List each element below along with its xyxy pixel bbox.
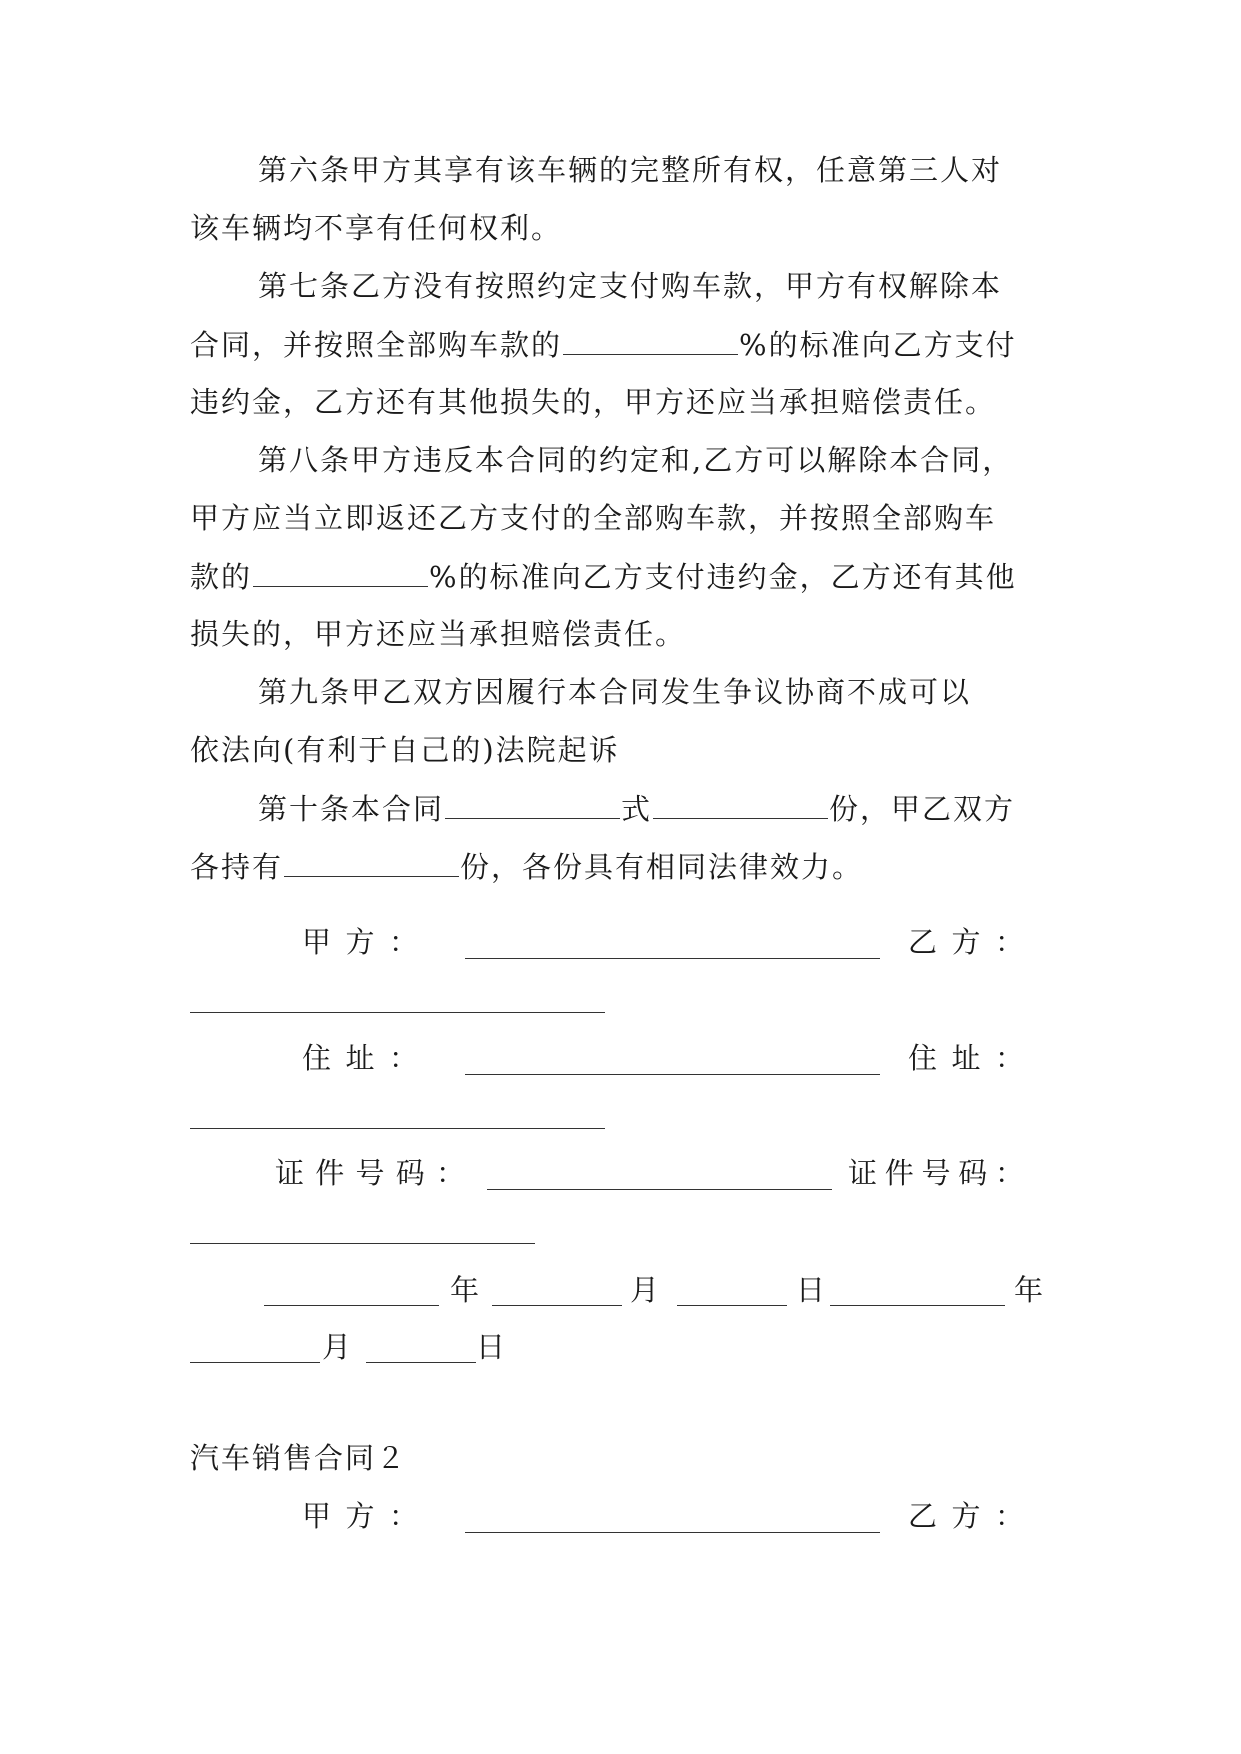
month-label: 月	[322, 1330, 354, 1364]
year-blank[interactable]	[830, 1305, 1005, 1306]
article8-line1: 第八条甲方违反本合同的约定和,乙方可以解除本合同，	[258, 443, 1014, 477]
article8-line4: 损失的，甲方还应当承担赔偿责任。	[190, 617, 687, 651]
article10-line2-text-a: 各持有	[190, 850, 284, 884]
contract2-party-a-blank[interactable]	[465, 1532, 880, 1533]
copies-blank[interactable]	[445, 788, 620, 819]
party-a-label: 甲 方 ：	[302, 925, 418, 959]
month-blank[interactable]	[190, 1362, 320, 1363]
address-b-label: 住 址 ：	[908, 1041, 1024, 1075]
article9-line1: 第九条甲乙双方因履行本合同发生争议协商不成可以	[258, 675, 972, 709]
article6-line1: 第六条甲方其享有该车辆的完整所有权，任意第三人对	[258, 153, 1003, 187]
article7-line2-text-b: %的标准向乙方支付	[739, 328, 1017, 362]
day-blank[interactable]	[677, 1305, 787, 1306]
article10-line1-text-a: 第十条本合同	[258, 792, 445, 826]
month-blank[interactable]	[492, 1305, 622, 1306]
contract2-party-a-label: 甲 方 ：	[302, 1499, 418, 1533]
party-a-blank[interactable]	[465, 958, 880, 959]
year-blank[interactable]	[264, 1305, 439, 1306]
day-blank[interactable]	[366, 1362, 476, 1363]
article6-line2: 该车辆均不享有任何权利。	[190, 211, 563, 245]
month-label: 月	[630, 1273, 662, 1307]
day-label: 日	[796, 1273, 828, 1307]
address-a-label: 住 址 ：	[302, 1041, 418, 1075]
percentage-blank[interactable]	[563, 324, 738, 355]
article10-line1	[258, 788, 1050, 828]
article8-line3	[190, 556, 1050, 596]
copies-blank[interactable]	[653, 788, 828, 819]
address-a-blank[interactable]	[465, 1074, 880, 1075]
article10-line1-text-b: 式	[621, 792, 653, 826]
article8-line3-text-b: %的标准向乙方支付违约金，乙方还有其他	[429, 560, 1017, 594]
address-b-blank[interactable]	[190, 1128, 605, 1129]
year-label: 年	[450, 1273, 482, 1307]
year-label: 年	[1014, 1273, 1046, 1307]
article10-line2	[190, 846, 1050, 886]
contract2-title: 汽车销售合同２	[190, 1441, 408, 1475]
article7-line3: 违约金，乙方还有其他损失的，甲方还应当承担赔偿责任。	[190, 385, 997, 419]
party-b-label: 乙 方 ：	[908, 925, 1024, 959]
day-label: 日	[476, 1330, 508, 1364]
id-a-label: 证 件 号 码 ：	[275, 1156, 465, 1190]
id-b-blank[interactable]	[190, 1243, 535, 1244]
party-b-blank[interactable]	[190, 1012, 605, 1013]
article9-line2: 依法向(有利于自己的)法院起诉	[190, 733, 620, 767]
article7-line2	[190, 324, 1050, 364]
copies-blank[interactable]	[284, 846, 459, 877]
contract2-party-b-label: 乙 方 ：	[908, 1499, 1024, 1533]
id-a-blank[interactable]	[487, 1189, 832, 1190]
article8-line2: 甲方应当立即返还乙方支付的全部购车款，并按照全部购车	[190, 501, 997, 535]
article7-line1: 第七条乙方没有按照约定支付购车款，甲方有权解除本	[258, 269, 1003, 303]
article10-line1-text-c: 份，甲乙双方	[829, 792, 1016, 826]
percentage-blank[interactable]	[253, 556, 428, 587]
id-b-label: 证 件 号 码 ：	[848, 1156, 1024, 1190]
article7-line2-text-a: 合同，并按照全部购车款的	[190, 328, 563, 362]
article8-line3-text-a: 款的	[190, 560, 253, 594]
article10-line2-text-b: 份，各份具有相同法律效力。	[460, 850, 864, 884]
